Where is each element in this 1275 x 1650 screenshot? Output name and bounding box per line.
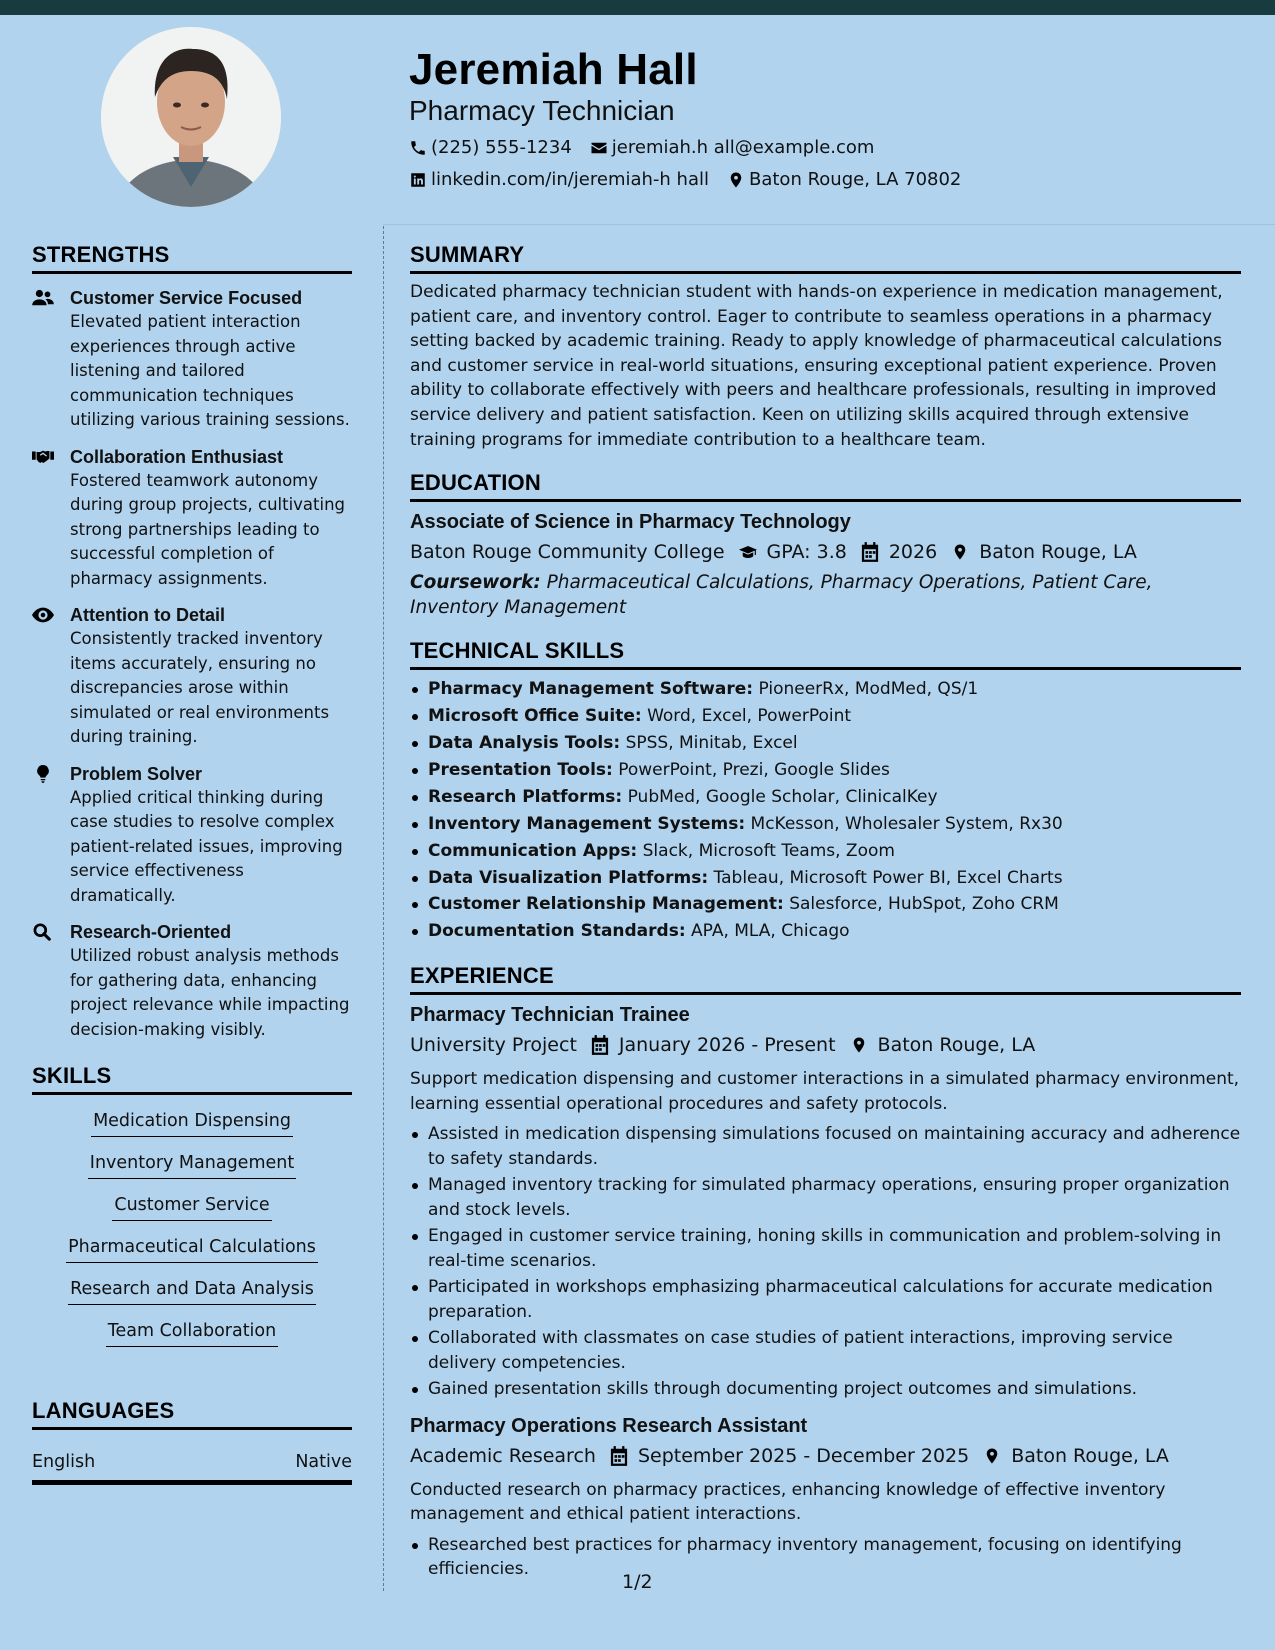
strengths-heading: STRENGTHS [32, 241, 352, 274]
job-description: Support medication dispensing and customer interactions in a simulated pharmacy environment, learning essential operational procedures and safety protocols. [410, 1069, 1240, 1114]
left-column [32, 241, 352, 1485]
list-item: Collaborated with classmates on case studies of patient interactions, improving service delivery competencies. [410, 1326, 1241, 1375]
skill-category: Presentation Tools: [428, 759, 613, 780]
experience-heading: EXPERIENCE [410, 962, 1241, 995]
graduation-cap-icon [739, 542, 757, 562]
strength-title: Collaboration Enthusiast [70, 446, 284, 467]
skill-values: Salesforce, HubSpot, Zoho CRM [789, 894, 1059, 915]
strength-item [32, 762, 352, 909]
education-heading: EDUCATION [410, 469, 1241, 502]
linkedin-text: linkedin.com/in/jeremiah-h hall [431, 169, 709, 190]
coursework-list: Pharmaceutical Calculations, Pharmacy Operations, Patient Care, Inventory Management [410, 572, 1153, 618]
location-text: Baton Rouge, LA 70802 [749, 169, 962, 190]
graduation-year: 2026 [888, 541, 938, 564]
candidate-title: Pharmacy Technician [409, 95, 675, 126]
strength-description: Elevated patient interaction experiences through active listening and tailored communication techniques utilizing various training sessions. [70, 312, 350, 429]
users-icon [32, 289, 54, 307]
job-dates: January 2026 - Present [618, 1034, 836, 1057]
page-number: 1/2 [622, 1571, 653, 1593]
strength-title: Attention to Detail [70, 605, 225, 625]
contact-email[interactable] [590, 138, 875, 158]
calendar-icon [591, 1035, 609, 1055]
job-title: Pharmacy Operations Research Assistant [410, 1414, 808, 1437]
experience-section [410, 962, 1241, 1582]
column-divider [383, 226, 384, 1591]
strength-item [32, 920, 352, 1042]
job-bullets [410, 1533, 1241, 1582]
contact-location [727, 170, 961, 190]
handshake-icon [32, 448, 54, 466]
contact-row-2 [409, 170, 1229, 190]
list-item: Managed inventory tracking for simulated pharmacy operations, ensuring proper organization and stock levels. [410, 1173, 1241, 1222]
strength-item [32, 286, 352, 433]
summary-section [410, 241, 1241, 452]
list-item [410, 703, 1241, 730]
phone-text: (225) 555-1234 [431, 137, 572, 158]
candidate-name: Jeremiah Hall [409, 45, 698, 94]
skill-category: Data Visualization Platforms: [428, 867, 709, 888]
technical-skills-section [410, 637, 1241, 945]
search-icon [32, 923, 54, 941]
job-location: Baton Rouge, LA [877, 1034, 1036, 1057]
skill-category: Pharmacy Management Software: [428, 679, 754, 700]
contact-linkedin[interactable] [409, 170, 709, 190]
job-meta [410, 1442, 1241, 1470]
language-level: Native [295, 1452, 352, 1472]
job-dates: September 2025 - December 2025 [637, 1444, 970, 1467]
skill-values: Slack, Microsoft Teams, Zoom [642, 840, 895, 861]
list-item [410, 730, 1241, 757]
header-divider [383, 224, 1275, 225]
skill-category: Customer Relationship Management: [428, 894, 784, 915]
map-pin-icon [951, 542, 969, 562]
coursework-label: Coursework: [410, 572, 541, 594]
languages-heading: LANGUAGES [32, 1397, 352, 1430]
job-meta [410, 1031, 1241, 1059]
strength-title: Problem Solver [70, 763, 203, 784]
strength-description: Applied critical thinking during case studies to resolve complex patient-related issues, improving service effectiveness dramatically. [70, 787, 343, 905]
skill-tag: Pharmaceutical Calculations [66, 1235, 318, 1263]
phone-icon [409, 139, 427, 157]
gpa-text: GPA: 3.8 [766, 541, 847, 564]
eye-icon [32, 606, 54, 624]
list-item: Participated in workshops emphasizing pharmaceutical calculations for accurate medication preparation. [410, 1275, 1241, 1324]
skill-category: Inventory Management Systems: [428, 813, 746, 834]
list-item: Researched best practices for pharmacy inventory management, focusing on identifying efficiencies. [410, 1533, 1241, 1582]
contact-row-1 [409, 138, 1229, 158]
summary-text: Dedicated pharmacy technician student with hands-on experience in medication management, patient care, and inventory control. Eager to contribute to seamless operations in a pharmacy setting backed by academic training. Ready to apply knowledge of pharmaceutical calculations and customer service in real-world situations, ensuring exceptional patient experience. Proven ability to collaborate effectively with peers and healthcare professionals, resulting in improved service delivery and patient satisfaction. Keen on utilizing skills acquired through extensive training programs for immediate contribution to a healthcare team. [410, 282, 1223, 450]
technical-skills-heading: TECHNICAL SKILLS [410, 637, 1241, 670]
degree-title: Associate of Science in Pharmacy Technology [410, 511, 851, 534]
skill-values: SPSS, Minitab, Excel [625, 732, 798, 753]
education-section [410, 469, 1241, 620]
list-item [410, 891, 1241, 918]
list-item [410, 918, 1241, 945]
skill-values: APA, MLA, Chicago [691, 921, 850, 942]
skill-values: Word, Excel, PowerPoint [647, 706, 852, 727]
skills-section [32, 1062, 352, 1347]
strength-title: Customer Service Focused [70, 288, 303, 308]
skill-tag: Medication Dispensing [91, 1109, 293, 1137]
skill-category: Documentation Standards: [428, 921, 686, 942]
coursework [410, 571, 1241, 620]
skill-values: McKesson, Wholesaler System, Rx30 [750, 813, 1063, 834]
calendar-icon [861, 542, 879, 562]
strength-description: Utilized robust analysis methods for gathering data, enhancing project relevance while impacting decision-making visibly. [70, 946, 350, 1039]
envelope-icon [590, 139, 608, 157]
skill-tag: Customer Service [112, 1193, 271, 1221]
skills-heading: SKILLS [32, 1062, 352, 1095]
education-meta [410, 538, 1241, 566]
skill-tag: Research and Data Analysis [68, 1277, 316, 1305]
email-text: jeremiah.h all@example.com [611, 137, 875, 158]
job-entry [410, 1412, 1241, 1582]
summary-heading: SUMMARY [410, 241, 1241, 274]
strength-item [32, 603, 352, 750]
profile-photo [101, 27, 281, 207]
language-name: English [32, 1452, 96, 1472]
list-item [410, 865, 1241, 892]
school-name: Baton Rouge Community College [410, 541, 725, 564]
contact-phone[interactable] [409, 138, 572, 158]
skill-category: Research Platforms: [428, 786, 623, 807]
map-pin-icon [983, 1446, 1001, 1466]
job-org: University Project [410, 1034, 577, 1057]
right-column [410, 241, 1241, 1582]
strength-item [32, 445, 352, 592]
skill-values: PubMed, Google Scholar, ClinicalKey [627, 786, 938, 807]
job-location: Baton Rouge, LA [1011, 1444, 1169, 1467]
school-location: Baton Rouge, LA [979, 541, 1137, 564]
job-title: Pharmacy Technician Trainee [410, 1004, 690, 1027]
resume-header [409, 40, 1229, 190]
skill-category: Microsoft Office Suite: [428, 706, 642, 727]
skill-category: Communication Apps: [428, 840, 638, 861]
skill-values: PowerPoint, Prezi, Google Slides [618, 759, 890, 780]
map-pin-icon [727, 171, 745, 189]
list-item [410, 838, 1241, 865]
list-item [410, 784, 1241, 811]
list-item [410, 811, 1241, 838]
language-row [32, 1450, 352, 1485]
skill-values: Tableau, Microsoft Power BI, Excel Charts [713, 867, 1063, 888]
top-bar [0, 0, 1275, 15]
technical-skills-list [410, 676, 1241, 945]
map-pin-icon [850, 1035, 868, 1055]
skill-tag: Inventory Management [88, 1151, 296, 1179]
list-item: Assisted in medication dispensing simulations focused on maintaining accuracy and adherence to safety standards. [410, 1122, 1241, 1171]
skill-tag: Team Collaboration [106, 1319, 278, 1347]
skill-list [32, 1102, 352, 1347]
linkedin-icon [409, 171, 427, 189]
job-bullets [410, 1122, 1241, 1402]
skill-category: Data Analysis Tools: [428, 732, 621, 753]
job-entry [410, 1001, 1241, 1402]
list-item [410, 676, 1241, 703]
job-org: Academic Research [410, 1444, 596, 1467]
languages-section [32, 1397, 352, 1485]
skill-values: PioneerRx, ModMed, QS/1 [758, 679, 979, 700]
strength-title: Research-Oriented [70, 922, 232, 942]
strengths-section [32, 241, 352, 1042]
job-description: Conducted research on pharmacy practices, enhancing knowledge of effective inventory management and ethical patient interactions. [410, 1479, 1166, 1525]
calendar-icon [610, 1446, 628, 1466]
lightbulb-icon [32, 765, 54, 783]
list-item: Engaged in customer service training, honing skills in communication and problem-solving in real-time scenarios. [410, 1224, 1241, 1273]
strength-description: Consistently tracked inventory items accurately, ensuring no discrepancies arose within simulated or real environments during training. [70, 629, 330, 746]
list-item: Gained presentation skills through documenting project outcomes and simulations. [410, 1377, 1241, 1402]
strength-description: Fostered teamwork autonomy during group projects, cultivating strong partnerships leading to successful completion of pharmacy assignments. [70, 470, 346, 588]
list-item [410, 757, 1241, 784]
